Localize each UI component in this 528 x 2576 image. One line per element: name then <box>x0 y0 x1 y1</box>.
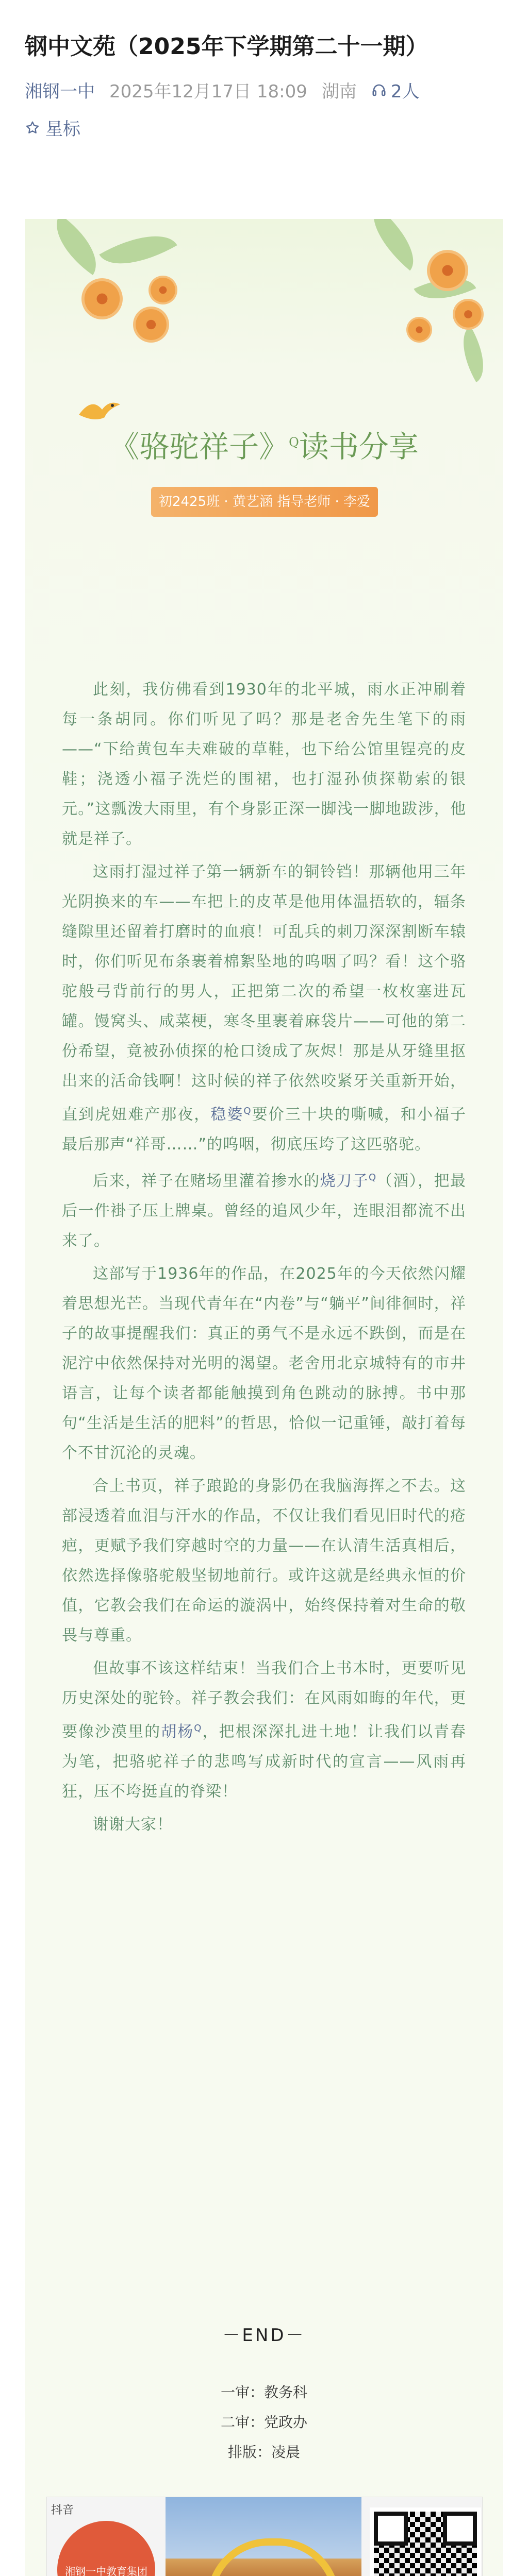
credit-line: 排版：凌晨 <box>227 2444 300 2461</box>
flower-icon <box>453 299 484 330</box>
paragraph-6-text-a: 但故事不该这样结束！当我们合上书本时，更要听见历史深处的驼铃。祥子教会我们：在风雨如晦的年代，更要像沙漠里的 <box>62 1659 466 1741</box>
paragraph-2-text-a: 这雨打湿过祥子第一辆新车的铜铃铛！那辆他用三年光阴换来的车——车把上的皮革是他用体温捂软的，辐条缝隙里还留着打磨时的血痕！可乱兵的刺刀深深割断车辕时，你们听见布条裹着棉絮坠地的呜咽了吗？看！这个骆驼般弓背前行的男人，正把第二次的希望一枚枚塞进瓦罐。馒窝头、咸菜梗，寒冬里裹着麻袋片——可他的第二份希望，竟被孙侦探的枪口烫成了灰烬！那是从牙缝里抠出来的活命钱啊！这时候的祥子依然咬紧牙关重新开始，直到虎妞难产那夜， <box>62 863 466 1124</box>
star-button[interactable] <box>25 115 503 140</box>
keyword-link-wenpo[interactable]: 稳婆 <box>210 1106 244 1124</box>
book-title-suffix: 读书分享 <box>299 429 419 464</box>
publish-location: 湖南 <box>321 81 357 102</box>
headphones-icon <box>371 82 387 98</box>
search-quote-icon[interactable]: Q <box>289 435 299 450</box>
flower-icon <box>148 276 177 304</box>
school-banner-image[interactable] <box>46 2497 483 2576</box>
star-outline-icon <box>25 120 40 135</box>
listen-button[interactable] <box>371 77 420 103</box>
flower-icon <box>427 250 468 291</box>
flower-icon <box>133 307 169 343</box>
qr-code-icon[interactable] <box>370 2507 481 2576</box>
essay-paragraph-1: 此刻，我仿佛看到1930年的北平城，雨水正冲刷着每一条胡同。你们听见了吗？那是老舍先生笔下的雨——“下给黄包车夫难破的草鞋，也下给公馆里锃亮的皮鞋；浇透小福子洗烂的围裙，也打湿孙侦探勒索的银元。”这瓢泼大雨里，有个身影正深一脚浅一脚地跋涉，他就是祥子。 <box>62 681 466 848</box>
leaf-icon <box>42 219 111 275</box>
star-label: 星标 <box>45 119 80 140</box>
search-quote-icon[interactable]: Q <box>243 1106 252 1116</box>
essay-body <box>62 675 466 1843</box>
leaf-icon <box>451 326 497 382</box>
flower-icon <box>81 278 123 319</box>
reading-share-poster <box>25 219 503 2576</box>
keyword-link-shaodaozi[interactable]: 烧刀子 <box>320 1172 369 1190</box>
bird-icon <box>76 394 123 425</box>
essay-paragraph-6 <box>62 1654 466 1807</box>
gate-arch <box>207 2538 340 2576</box>
qr-finder <box>443 2512 477 2546</box>
school-gate-photo <box>166 2497 361 2576</box>
end-marker: －END－ <box>222 2325 306 2346</box>
publish-datetime: 2025年12月17日 18:09 <box>109 81 307 102</box>
search-quote-icon[interactable]: Q <box>369 1172 377 1183</box>
credit-line: 一审：教务科 <box>220 2384 307 2401</box>
essay-paragraph-4: 这部写于1936年的作品，在2025年的今天依然闪耀着思想光芒。当现代青年在“内卷”与“躺平”间徘徊时，祥子的故事提醒我们：真正的勇气不是永远不跌倒，而是在泥泞中依然保持对光明的渴望。老舍用北京城特有的市井语言，让每个读者都能触摸到角色跳动的脉搏。书中那句“生活是生活的肥料”的哲思，恰似一记重锤，敲打着每个不甘沉沦的灵魂。 <box>62 1265 466 1462</box>
flower-icon <box>406 317 432 343</box>
author-byline: 初2425班 · 黄艺涵 指导老师 · 李爱 <box>151 487 378 517</box>
credit-line: 二审：党政办 <box>220 2414 307 2431</box>
school-badge <box>57 2521 155 2576</box>
paragraph-2-text-b: 要价三十块的嘶喊，和小福子最后那声“祥哥……”的呜咽，彻底压垮了这匹骆驼。 <box>62 1106 467 1154</box>
qr-finder <box>374 2512 408 2546</box>
article-meta <box>25 77 503 103</box>
listener-count: 2人 <box>390 81 420 102</box>
book-title-heading <box>25 422 503 466</box>
leaf-icon <box>359 219 428 270</box>
account-name-link[interactable]: 湘钢一中 <box>25 81 95 102</box>
essay-paragraph-7: 谢谢大家！ <box>93 1816 173 1834</box>
school-badge-text: 湘钢一中教育集团 <box>65 2565 147 2576</box>
book-title: 《骆驼祥子》 <box>109 429 289 464</box>
editor-credits <box>25 2378 503 2467</box>
douyin-tag: 抖音 <box>51 2504 74 2517</box>
search-quote-icon[interactable]: Q <box>194 1723 202 1734</box>
paragraph-3-text-b: （酒），把最后一件褂子压上牌桌。曾经的追风少年，连眼泪都流不出来了。 <box>62 1172 467 1250</box>
essay-paragraph-5: 合上书页，祥子踉跄的身影仍在我脑海挥之不去。这部浸透着血泪与汗水的作品，不仅让我们看见旧时代的疮疤，更赋予我们穿越时空的力量——在认清生活真相后，依然选择像骆驼般坚韧地前行。或许这就是经典永恒的价值，它教会我们在命运的漩涡中，始终保持着对生命的敬畏与尊重。 <box>62 1477 466 1645</box>
leaf-icon <box>99 219 177 281</box>
essay-paragraph-2 <box>62 857 466 1160</box>
keyword-link-huyang[interactable]: 胡杨 <box>161 1723 194 1741</box>
article-header <box>0 0 528 140</box>
essay-paragraph-3 <box>62 1163 466 1256</box>
paragraph-6-text-b: ，把根深深扎进土地！让我们以青春为笔，把骆驼祥子的悲鸣写成新时代的宣言——风雨再狂，压不垮挺直的脊梁！ <box>62 1723 467 1801</box>
article-title: 钢中文苑（2025年下学期第二十一期） <box>25 33 428 60</box>
paragraph-3-text-a: 后来，祥子在赌场里灌着掺水的 <box>93 1172 320 1190</box>
